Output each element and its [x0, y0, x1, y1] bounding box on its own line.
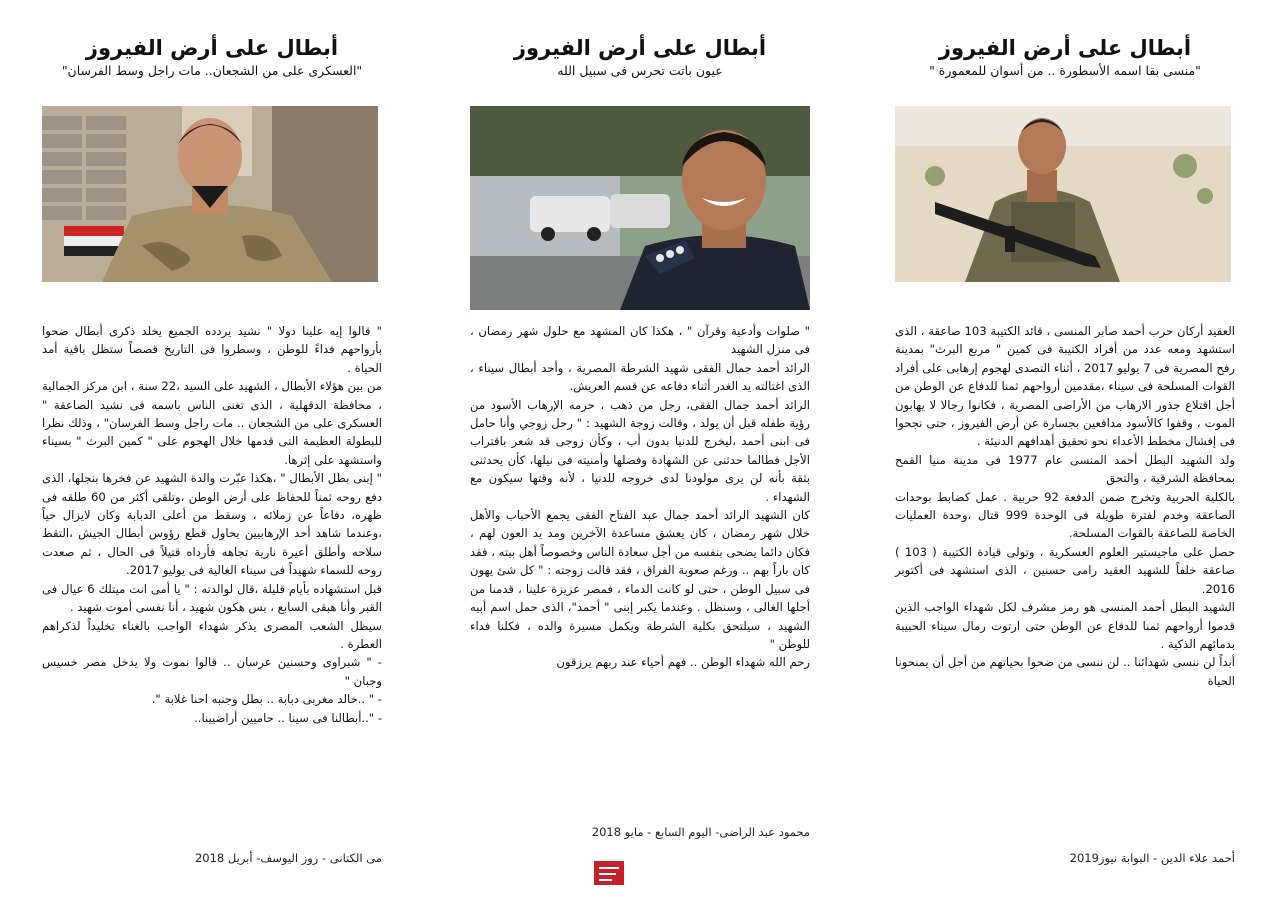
paragraph: بالكلية الحربية وتخرج ضمن الدفعة 92 حربية . عمل كضابط بوحدات الصاعقة وخدم لفترة طويلة فى الوحدة 999 قتال ،وحدة العمليات الخاصة للصاعقة بالقوات المسلحة.	[895, 489, 1235, 541]
article-subtitle: "منسى بقا اسمه الأسطورة .. من أسوان للمعمورة "	[929, 63, 1201, 78]
police-officer-portrait-icon	[470, 106, 810, 310]
paragraph: من بين هؤلاء الأبطال ، الشهيد على السيد ،22 سنة ، ابن مركز الجمالية ، محافظة الدقهلية ، الذى تغنى الناس باسمه فى نشيد الصاعقة " العسكرى على من الشجعان .. مات راجل وسط الفرسان" ، وذلك نظرا للبطولة العظيمة التى قدمها خلال الهجوم على " كمين البرث " بسيناء واستشهد على إثرها.	[42, 379, 382, 467]
paragraph: " إبنى بطل الأبطال " ،هكذا عبّرت والدة الشهيد عن فخرها بنجلها، الذى دفع روحه ثمناً للحفاظ على أرض الوطن ،وتلقى أكثر من 60 طلقه فى ظهره، دفاعاً عن زملائه ، وسقط من أعلى الدبابة وكان لايزال حياً ،وعندما شاهد أحد الإرهابيين يحاول قطع رؤوس أبطال الجيش ،التقط سلاحه وأطلق أعيرة نارية تجاهه فأرداه قتيلاً فى الحال ، ثم صعدت روحه للسماء شهيداً فى سيناء الغالية فى يوليو 2017.	[42, 471, 382, 578]
paragraph: كان الشهيد الرائد أحمد جمال عبد الفتاح الفقى يجمع الأحباب والأهل خلال شهر رمضان ، كان يعشق مساعدة الآخرين ومد يد العون لهم ، فكان دائما يضحى بنفسه من أجل سعادة الناس وخصوصاً أهل بيته ، فقد كان باراً بهم .. ورغم صعوبة الفراق ، فقد قالت زوجته : " كل شئ يهون فى سبيل الوطن ، حتى لو كانت الدماء ، فمصر عزيزة علينا ، قدمنا من أجلها الغالى ، وسنظل . وعندما يكبر إبنى " أحمد"، الذى حمل اسم أبيه الشهيد ، سيلتحق بكلية الشرطة ويكمل مسيرة والده ، فكلنا فداء للوطن "	[470, 508, 810, 651]
article-subtitle: عيون باتت تحرس فى سبيل الله	[557, 63, 723, 78]
paragraph: حصل على ماجيستير العلوم العسكرية ، وتولى قيادة الكتيبة ( 103 ) صاعقة خلفاً للشهيد العقيد رامى حسنين ، الذى استشهد فى أكتوبر 2016.	[895, 544, 1235, 596]
article-right	[895, 34, 1235, 904]
publisher-logo-icon	[592, 858, 626, 888]
article-body	[42, 322, 382, 727]
article-credit: أحمد علاء الدين - البوابة نيوز2019	[1069, 851, 1235, 865]
paragraph: - " شبراوى وحسنين عرسان .. قالوا نموت ولا يدخل مصر خسيس وجبان "	[42, 655, 382, 688]
paragraph: ولد الشهيد البطل أحمد المنسى عام 1977 فى مدينة منيا القمح بمحافظة الشرقية ، والتحق	[895, 452, 1235, 486]
paragraph: - " ..خالد مغربى دبابة .. بطل وجنبه احنا غلابة ".	[151, 692, 382, 707]
article-body	[895, 322, 1235, 690]
article-credit: محمود عبد الراضى- اليوم السابع - مايو 2018	[591, 825, 810, 839]
article-subtitle: "العسكرى على من الشجعان.. مات راجل وسط الفرسان"	[61, 63, 363, 78]
paragraph: أبداً لن ننسى شهدائنا .. لن ننسى من ضحوا بحياتهم من أجل أن يمنحونا الحياة	[895, 655, 1235, 688]
soldier-portrait-icon	[42, 106, 378, 282]
paragraph: - "..أبطالنا فى سينا .. حاميين أراضيينا..	[194, 710, 382, 725]
paragraph: الرائد أحمد جمال الفقى شهيد الشرطة المصرية ، وأحد أبطال سيناء ، الذى اغتالته يد الغدر أثناء دفاعه عن قسم العريش.	[470, 360, 810, 394]
article-title: أبطال على أرض الفيروز	[513, 36, 767, 60]
paragraph: الشهيد البطل أحمد المنسى هو رمز مشرف لكل شهداء الواجب الذين قدموا أرواحهم ثمنا للدفاع عن الوطن حتى ارتوت رمال سيناء الحبيبة بدمائهم الذكية .	[895, 600, 1235, 651]
article-title: أبطال على أرض الفيروز	[938, 36, 1192, 60]
article-title: أبطال على أرض الفيروز	[85, 36, 339, 60]
article-body	[470, 322, 810, 672]
paragraph: الرائد أحمد جمال الفقى، رجل من ذهب ، حرمه الإرهاب الأسود من رؤية طفله قبل أن يولد ، وقالت زوجة الشهيد : " رحل زوجي وأنا حامل فى ابنى أحمد ،ليخرج للدنيا بدون أب ، وكأن زوجى قد شعر باقتراب الأجل فطالما حدثنى عن الشهادة وفضلها وأمنيته فى نيلها، كأن يحدثنى بثقة بأنه لن يرى مولودنا لدى خروجه للدنيا ، لأنه وقتها سيكون مع الشهداء .	[470, 397, 810, 504]
paragraph: " قالوا إيه علينا دولا " نشيد يردده الجميع يخلد ذكرى أبطال ضحوا بأرواحهم فداءً للوطن ، وسطروا فى التاريخ قصصاً ستظل باقية أمد الحياة .	[42, 324, 382, 375]
paragraph: قبل استشهاده بأيام قليلة ،قال لوالدته : " يا أمى انت ميتلك 6 عيال فى القبر وأنا هبقى السابع ، بس هكون شهيد ، أنا نفسى أموت شهيد .	[42, 581, 382, 615]
paragraph: " صلوات وأدعية وقرآن " ، هكذا كان المشهد مع حلول شهر رمضان ، فى منزل الشهيد	[470, 324, 810, 357]
article-mid	[470, 34, 810, 904]
paragraph: رحم الله شهداء الوطن .. فهم أحياء عند ربهم يرزقون	[556, 655, 810, 670]
article-credit: مى الكتانى - روز اليوسف- أبريل 2018	[194, 851, 382, 865]
paragraph: سيظل الشعب المصرى يذكر شهداء الواجب بالغناء تخليداً لذكراهم العطرة .	[42, 618, 382, 651]
soldier-with-rifle-icon	[895, 106, 1231, 282]
article-left	[42, 34, 382, 904]
paragraph: العقيد أركان حرب أحمد صابر المنسى ، قائد الكتيبة 103 صاعقة ، الذى استشهد ومعه عدد من أفراد الكتيبة فى كمين " مربع البرث" بمدينة رفح المصرية فى 7 يوليو 2017 ، أثناء التصدى لهجوم إرهابى على أفراد القوات المسلحة فى سيناء ،مقدمين أرواحهم ثمنا للدفاع عن الوطن من أجل اقتلاع جذور الارهاب من الأراضى المصرية ، فكانوا رجالا لا يهابون الموت ، وقفوا كالأسود مدافعين بجسارة عن أرض الفيروز ، حتى نجحوا فى إفشال مخطط الأعداء نحو تحقيق أهدافهم الدنيئة .	[895, 324, 1235, 449]
